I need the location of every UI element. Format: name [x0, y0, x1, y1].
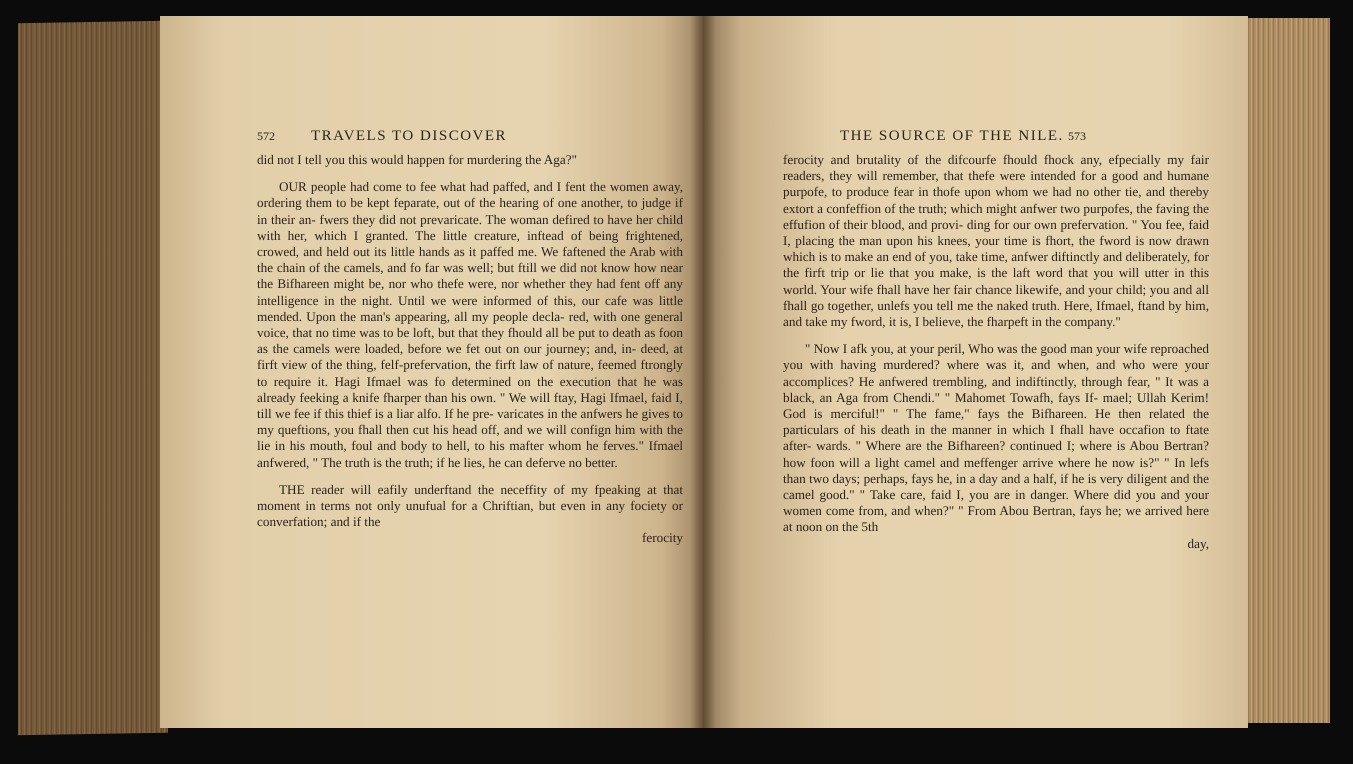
left-page-text [257, 152, 683, 547]
right-page-number: 573 [1068, 129, 1086, 143]
book-gutter [690, 16, 716, 728]
left-page-number: 572 [257, 129, 275, 143]
left-page-block-edge [18, 21, 168, 736]
left-paragraph-3: THE reader will eafily underftand the neceffity of my fpeaking at that moment in terms not only unufual for a Chriftian, but even in any fociety or converfation; and if the [257, 481, 683, 530]
left-paragraph-1: did not I tell you this would happen for murdering the Aga?" [257, 152, 577, 167]
left-paragraph-2: OUR people had come to fee what had paffed, and I fent the women away, ordering them to be kept feparate, out of the hearing of one another, to judge if in their an- fwers they did not prevaricate. The woman defired to have her child with her, which I granted. The little creature, inftead of being frightened, crowed, and held out its little hands as it paffed me. We faftened the Arab with the chain of the camels, and fo far was well; but ftill we did not know how near the Bifhareen might be, nor who thefe were, nor whether they had fent off any intelligence in the night. Until we were informed of this, our cafe was little mended. Upon the man's appearing, all my people decla- red, with one general voice, that no time was to be loft, but that they fhould all be put to death as foon as the camels were loaded, before we fet out on our journey; and, in- deed, at firft view of the thing, felf-prefervation, the firft law of nature, feemed ftrongly to require it. Hagi Ifmael was fo determined on the execution that he was already feeking a knife fharper than his own. " We will ftay, Hagi Ifmael, faid I, till we fee if this thief is a liar alfo. If he pre- varicates in the anfwers he gives to my queftions, you fhall then cut his head off, and we will confign him with the lie in his mouth, foul and body to hell, to his mafter whom he ferves." Ifmael anfwered, " The truth is the truth; if he lies, he can deferve no better. [257, 179, 683, 470]
left-running-head: TRAVELS TO DISCOVER [311, 128, 508, 144]
right-catchword: day, [1187, 535, 1209, 551]
right-running-head: THE SOURCE OF THE NILE. [840, 128, 1064, 144]
right-page-text [783, 152, 1209, 552]
left-catchword: ferocity [641, 530, 683, 546]
right-paragraph-2: " Now I afk you, at your peril, Who was the good man your wife reproached you with having murdered? where was it, and when, and who were your accomplices? He anfwered trembling, and indiftinctly, through fear, " It was a black, an Aga from Chendi." " Mahomet Towafh, fays If- mael; Ullah Kerim! God is merciful!" " The fame," fays the Bifhareen. He then related the particulars of his death in the manner in which I fhall have occafion to ftate after- wards. " Where are the Bifhareen? continued I; where is Abou Bertran? how foon will a light camel and meffenger arrive where he now is?" " In lefs than two days; perhaps, fays he, in a day and a half, if he is very diligent and the camel good." " Take care, faid I, you are in danger. Where did you and your women come from, and when?" " From Abou Bertran, fays he; we arrived here at noon on the 5th [783, 341, 1209, 535]
right-paragraph-1: ferocity and brutality of the difcourfe fhould fhock any, efpecially my fair readers, they will remember, that thefe were intended for a good and humane purpofe, to produce fear in thofe upon whom we had no other tie, and thereby extort a confeffion of the truth; which might anfwer two purpofes, the faving the effufion of their blood, and provi- ding for our own prefervation. " You fee, faid I, placing the man upon his knees, your time is fhort, the fword is now drawn which is to make an end of you, take time, anfwer diftinctly and deliberately, for the firft trip or lie that you make, is the laft word that you will utter in this world. Your wife fhall have her fair chance likewife, and your child; you and all fhall go together, unlefs you tell me the naked truth. Here, Ifmael, ftand by him, and take my fword, it is, I believe, the fharpeft in the company." [783, 152, 1209, 330]
